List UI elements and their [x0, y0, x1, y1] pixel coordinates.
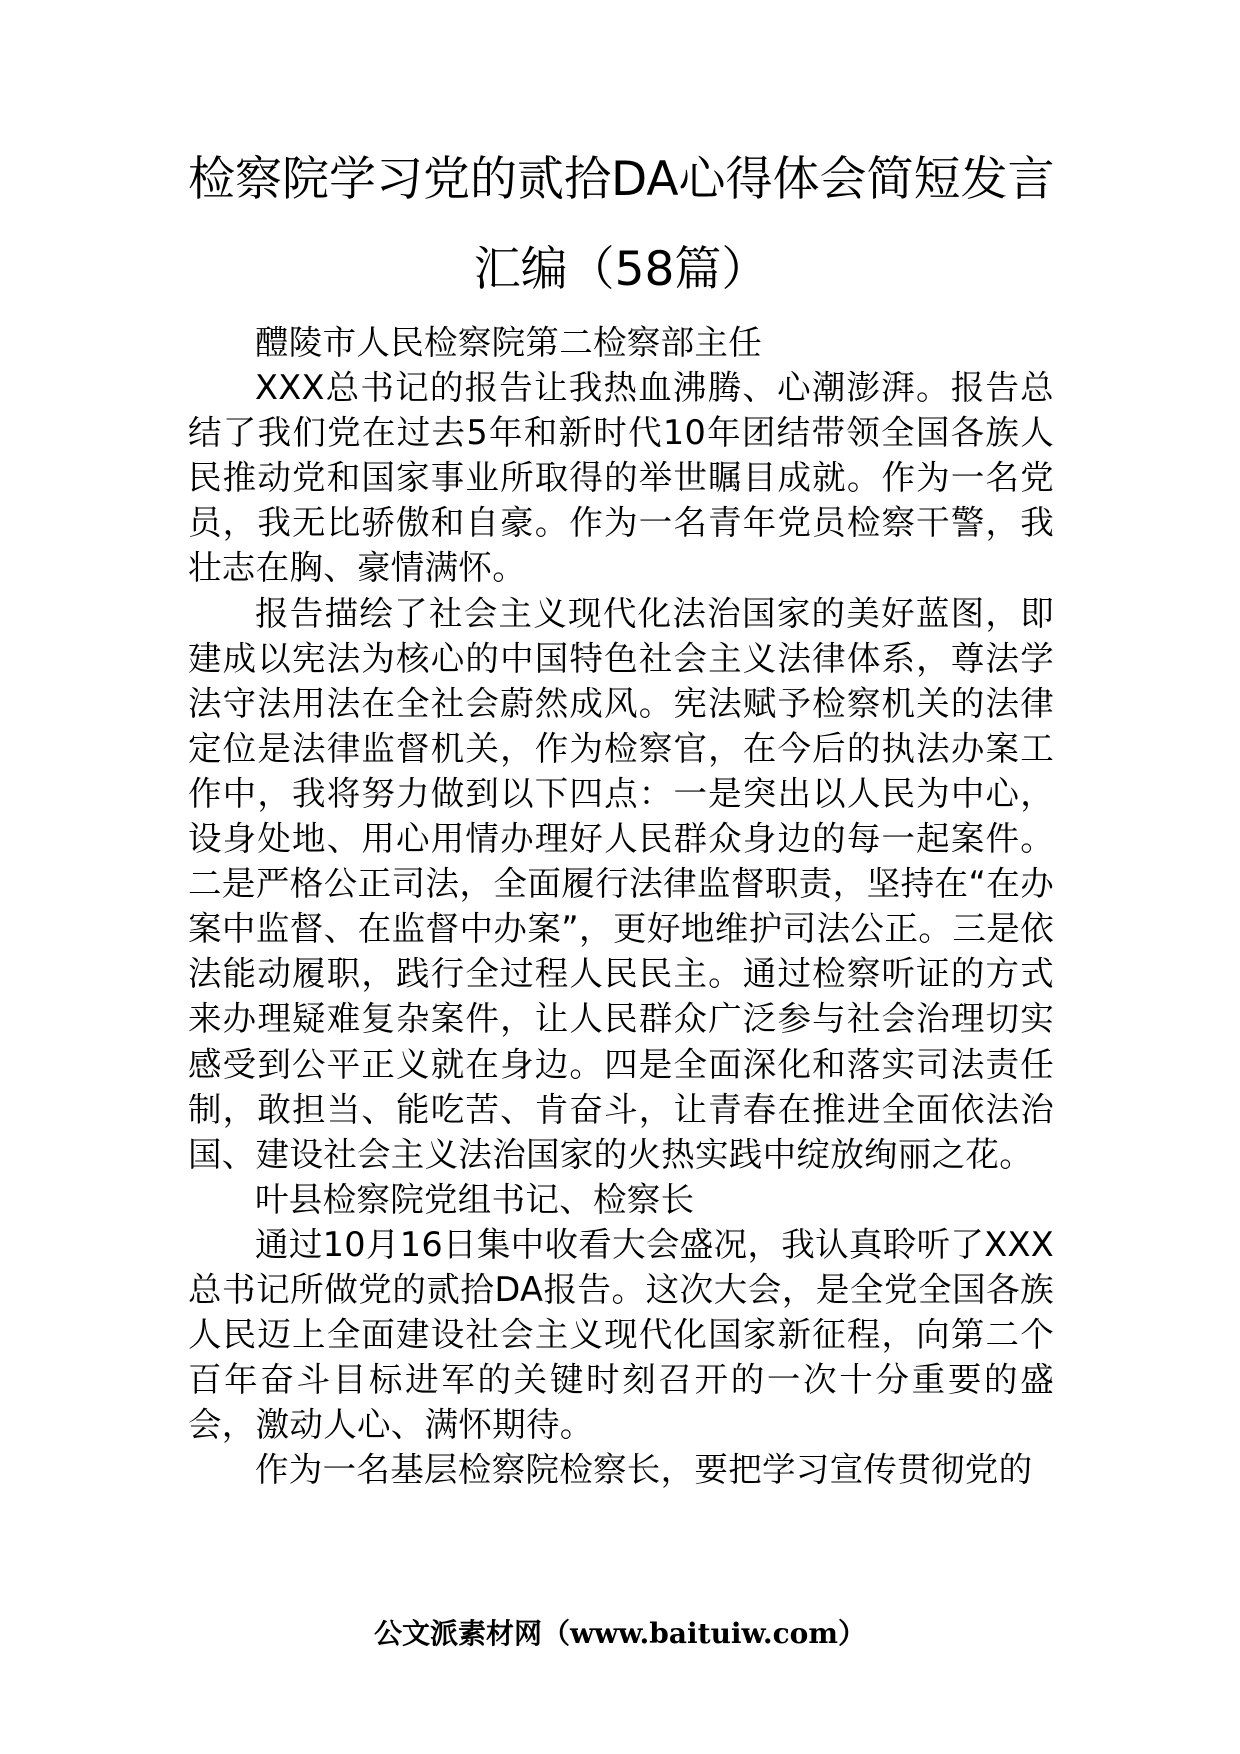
- body-paragraph: XXX总书记的报告让我热血沸腾、心潮澎湃。报告总结了我们党在过去5年和新时代10年团结带领全国各族人民推动党和国家事业所取得的举世瞩目成就。作为一名党员，我无比骄傲和自豪。作为一名青年党员检察干警，我壮志在胸、豪情满怀。: [188, 368, 1054, 588]
- document-title: [188, 126, 1054, 324]
- body-paragraph: 通过10月16日集中收看大会盛况，我认真聆听了XXX总书记所做党的贰拾DA报告。这次大会，是全党全国各族人民迈上全面建设社会主义现代化国家新征程，向第二个百年奋斗目标进军的关键时刻召开的一次十分重要的盛会，激动人心、满怀期待。: [188, 1224, 1054, 1445]
- speaker-heading: 醴陵市人民检察院第二检察部主任: [255, 323, 762, 362]
- speaker-heading: 叶县检察院党组书记、检察长: [255, 1179, 695, 1219]
- document-body: [188, 320, 1054, 1492]
- document-page: [188, 152, 1055, 1492]
- body-paragraph: 报告描绘了社会主义现代化法治国家的美好蓝图，即建成以宪法为核心的中国特色社会主义法律体系，尊法学法守法用法在全社会蔚然成风。宪法赋予检察机关的法律定位是法律监督机关，作为检察官，在今后的执法办案工作中，我将努力做到以下四点：一是突出以人民为中心，设身处地、用心用情办理好人民群众身边的每一起案件。二是严格公正司法，全面履行法律监督职责，坚持在“在办案中监督、在监督中办案”，更好地维护司法公正。三是依法能动履职，践行全过程人民民主。通过检察听证的方式来办理疑难复杂案件，让人民群众广泛参与社会治理切实感受到公平正义就在身边。四是全面深化和落实司法责任制，敢担当、能吃苦、肯奋斗，让青春在推进全面依法治国、建设社会主义法治国家的火热实践中绽放绚丽之花。: [188, 593, 1054, 1174]
- title-line-2: 汇编（58篇）: [473, 242, 769, 297]
- body-paragraph: 作为一名基层检察院检察长，要把学习宣传贯彻党的: [255, 1450, 1033, 1490]
- title-line-1: 检察院学习党的贰拾DA心得体会简短发言: [188, 152, 1055, 207]
- page-footer: 公文派素材网（www.baituiw.com）: [374, 1617, 866, 1650]
